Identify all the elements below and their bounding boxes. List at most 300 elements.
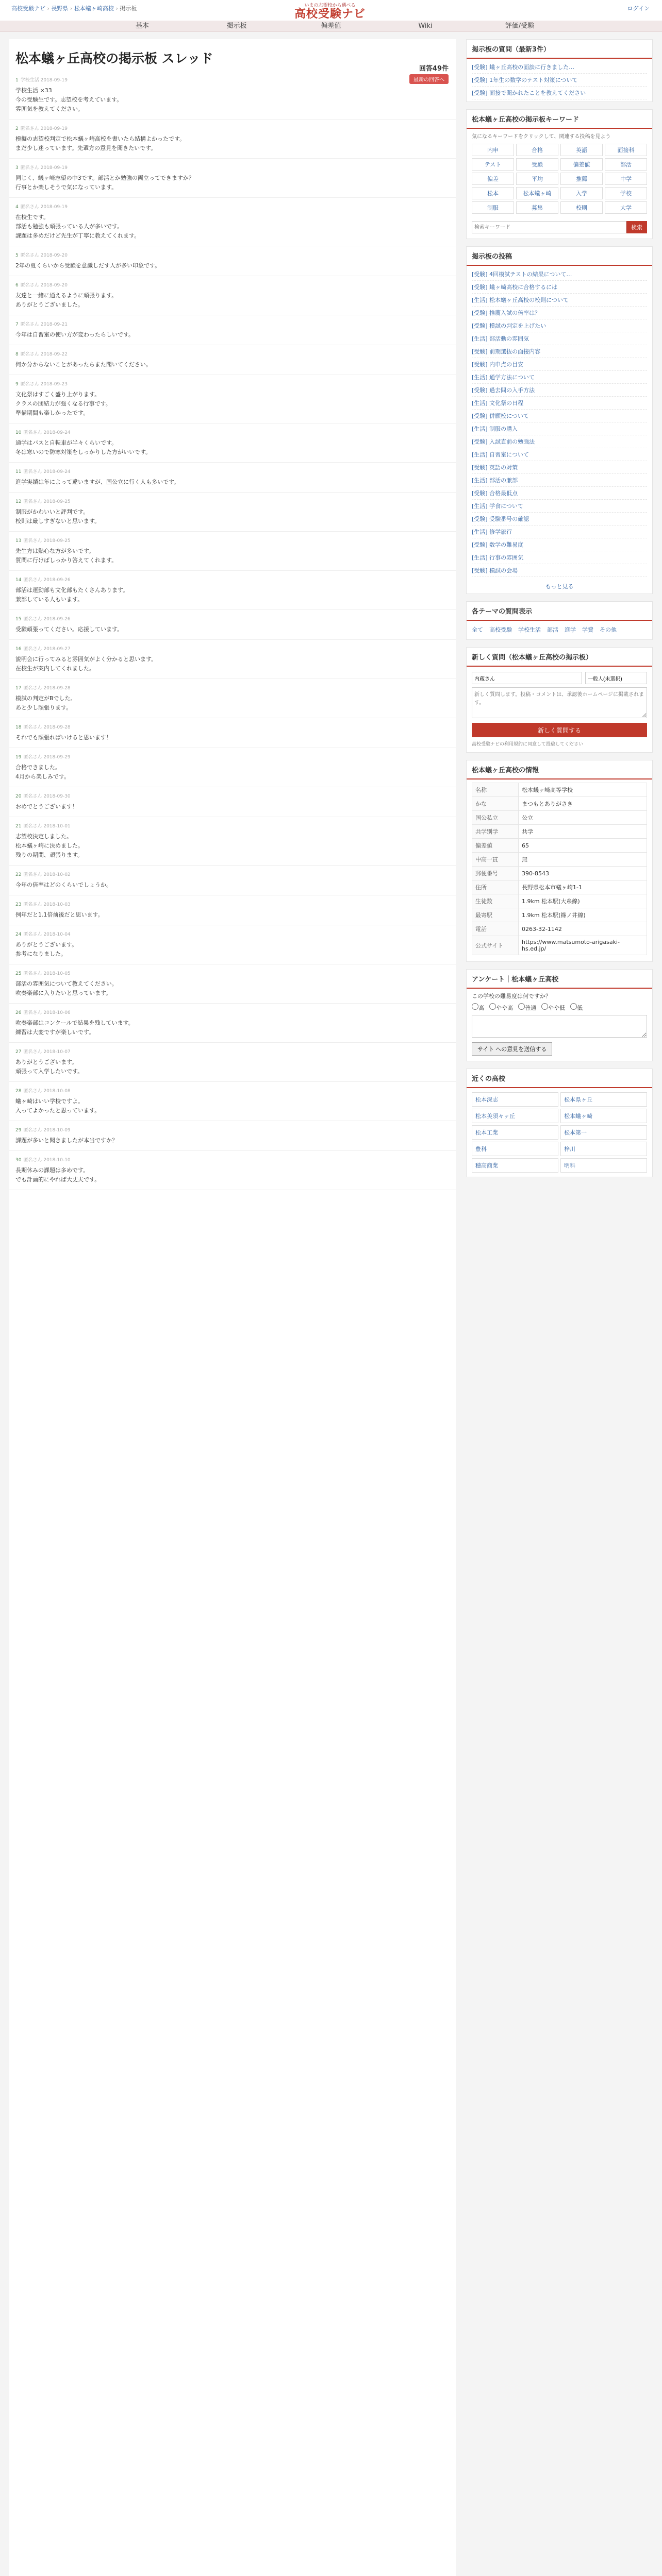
post-author: 匿名さん	[20, 205, 39, 210]
post-list	[9, 71, 456, 1190]
post-meta	[15, 576, 450, 583]
nearby-box	[466, 1069, 653, 1177]
post-number: 9	[15, 382, 19, 387]
keyword-chip[interactable]: 入学	[560, 187, 603, 199]
thread-list-title: 掲示板の投稿	[467, 247, 652, 266]
post-number: 26	[15, 1010, 22, 1015]
post-date: 2018-09-27	[43, 647, 71, 652]
info-value: まつもとありがさき	[519, 797, 647, 811]
page-title: 松本蟻ヶ丘高校の掲示板 スレッド	[15, 51, 213, 66]
thread-link[interactable]: [受験] 英語の対策	[472, 461, 647, 474]
survey-option[interactable]	[489, 1003, 513, 1012]
post-body: 文化祭はすごく盛り上がります。 クラスの団結力が強くなる行事です。 準備期間も楽しかったです。	[15, 391, 111, 416]
keyword-chip[interactable]: 内申	[472, 144, 514, 156]
post-number: 15	[15, 617, 22, 622]
post-body: 模擬の志望校判定で松本蟻ヶ崎高校を書いたら結構よかったです。 まだ少し迷っています。先輩方の意見を聞きたいです。	[15, 135, 186, 151]
breadcrumb-item: 掲示板	[120, 5, 137, 12]
thread-link[interactable]: [受験] 併願校について	[472, 410, 647, 422]
info-label: 偏差値	[472, 839, 519, 853]
post-author: 匿名さん	[23, 824, 42, 829]
post-body: ありがとうございます。 参考になりました。	[15, 941, 78, 957]
info-label: 名称	[472, 783, 519, 797]
post-author: 匿名さん	[20, 382, 39, 387]
post-meta	[15, 1048, 450, 1055]
survey-radio[interactable]	[489, 1003, 496, 1010]
post-body: 同じく、蟻ヶ崎志望の中3です。部活とか勉強の両立ってできますか？ 行事とか楽しそうで気になっています。	[15, 175, 194, 191]
post-item	[9, 787, 456, 817]
info-label: 最寄駅	[472, 908, 519, 922]
post-date: 2018-10-05	[43, 971, 71, 976]
post-item	[9, 71, 456, 120]
post-date: 2018-09-26	[43, 617, 71, 622]
post-number: 28	[15, 1089, 22, 1094]
post-number: 3	[15, 165, 19, 171]
site-header	[0, 0, 662, 21]
thread-main	[9, 39, 456, 2576]
post-author: 匿名さん	[23, 686, 42, 691]
survey-option-label: 普通	[525, 1005, 536, 1011]
post-meta	[15, 1087, 450, 1094]
post-author: 匿名さん	[23, 1049, 42, 1055]
post-item	[9, 246, 456, 276]
keyword-chip[interactable]: 部活	[605, 158, 647, 171]
nearby-school-link[interactable]: 松本深志	[472, 1092, 558, 1107]
post-number: 4	[15, 205, 19, 210]
post-author: 匿名さん	[23, 538, 42, 544]
post-meta	[15, 203, 450, 210]
thread-link[interactable]: [生活] 部活動の雰囲気	[472, 332, 647, 345]
post-meta	[15, 1156, 450, 1163]
post-date: 2018-09-24	[43, 430, 71, 435]
keyword-chip[interactable]: 受験	[516, 158, 558, 171]
post-number: 25	[15, 971, 22, 976]
keyword-search-button[interactable]: 検索	[626, 221, 647, 233]
info-label: 電話	[472, 922, 519, 936]
keyword-chip[interactable]: 平均	[516, 173, 558, 185]
survey-submit-button[interactable]: サイト への意見を送信する	[472, 1042, 552, 1056]
news-item[interactable]: [受験] 面接で聞かれたことを教えてください	[472, 87, 647, 99]
survey-comment[interactable]	[472, 1015, 647, 1038]
post-item	[9, 895, 456, 925]
post-number: 16	[15, 647, 22, 652]
keyword-chip[interactable]: 松本	[472, 187, 514, 199]
tag-link[interactable]: 部活	[547, 626, 558, 633]
question-form-box	[466, 647, 653, 753]
keyword-title: 松本蟻ヶ丘高校の掲示板キーワード	[467, 110, 652, 129]
thread-link[interactable]: [生活] 部活の兼部	[472, 474, 647, 487]
post-date: 2018-10-06	[43, 1010, 71, 1015]
post-item	[9, 423, 456, 463]
info-value: 65	[519, 839, 647, 853]
post-date: 2018-09-28	[43, 725, 71, 730]
post-number: 21	[15, 824, 22, 829]
nearby-school-link[interactable]: 松本第一	[560, 1125, 647, 1140]
type-select[interactable]	[585, 672, 647, 684]
post-item	[9, 345, 456, 375]
question-form-title: 新しく質問（松本蟻ヶ丘高校の掲示板）	[467, 648, 652, 667]
post-meta	[15, 468, 450, 474]
login-link[interactable]: ログイン	[627, 5, 650, 12]
breadcrumb-item[interactable]: 高校受験ナビ	[11, 5, 45, 12]
post-author: 匿名さん	[23, 902, 42, 907]
post-meta	[15, 76, 450, 83]
school-info-box	[466, 760, 653, 962]
keyword-chip[interactable]: 学校	[605, 187, 647, 199]
info-row	[472, 825, 647, 839]
keyword-chip[interactable]: 中学	[605, 173, 647, 185]
main-nav	[0, 21, 662, 32]
post-author: 匿名さん	[23, 794, 42, 799]
info-value[interactable]: https://www.matsumoto-arigasaki-hs.ed.jp/	[519, 936, 647, 955]
info-row	[472, 894, 647, 908]
post-body: 在校生です。 部活も勉強も頑張っている人が多いです。 課題は多めだけど先生が丁寧に教えてくれます。	[15, 214, 140, 239]
thread-link[interactable]: [受験] 推薦入試の倍率は？	[472, 307, 647, 319]
thread-link[interactable]: [生活] 通学方法について	[472, 371, 647, 384]
keyword-chip[interactable]: 制服	[472, 201, 514, 214]
info-label: 住所	[472, 880, 519, 894]
survey-option[interactable]	[518, 1003, 536, 1012]
post-body: 先生方は熱心な方が多いです。 質問に行けばしっかり答えてくれます。	[15, 548, 118, 564]
post-number: 1	[15, 78, 19, 83]
survey-question: この学校の難易度は何ですか？	[472, 993, 551, 999]
post-body: 吹奏楽部はコンクールで結果を残しています。 練習は大変ですが楽しいです。	[15, 1020, 134, 1036]
post-meta	[15, 537, 450, 544]
post-item	[9, 1004, 456, 1043]
keyword-chip[interactable]: 合格	[516, 144, 558, 156]
post-item	[9, 679, 456, 718]
post-author: 匿名さん	[23, 971, 42, 976]
post-meta	[15, 901, 450, 907]
keyword-chip[interactable]: テスト	[472, 158, 514, 171]
post-author: 学校生活	[20, 78, 39, 83]
post-author: 匿名さん	[23, 430, 42, 435]
post-body: 模試の判定がBでした。 あと少し頑張ります。	[15, 695, 76, 711]
post-meta	[15, 1009, 450, 1015]
post-number: 6	[15, 283, 19, 288]
info-row	[472, 936, 647, 955]
info-row	[472, 853, 647, 867]
post-body: 今年は自習室の使い方が変わったらしいです。	[15, 331, 135, 338]
keyword-chip[interactable]: 偏差値	[560, 158, 603, 171]
post-body: 部活の雰囲気について教えてください。 吹奏楽部に入りたいと思っています。	[15, 980, 118, 996]
post-author: 匿名さん	[23, 872, 42, 877]
post-item	[9, 571, 456, 610]
nav-review[interactable]: 評価/受験	[505, 22, 535, 30]
keyword-chip[interactable]: 英語	[560, 144, 603, 156]
post-meta	[15, 498, 450, 504]
keyword-chip[interactable]: 募集	[516, 201, 558, 214]
survey-option[interactable]	[541, 1003, 565, 1012]
post-date: 2018-10-01	[43, 824, 71, 829]
keyword-chip[interactable]: 校則	[560, 201, 603, 214]
post-date: 2018-09-19	[40, 78, 68, 83]
post-body: 制服がかわいいと評判です。 校則は厳しすぎないと思います。	[15, 509, 101, 524]
post-number: 27	[15, 1049, 22, 1055]
breadcrumb: 高校受験ナビ › 長野県 › 松本蟻ヶ崎高校 › 掲示板	[11, 5, 137, 12]
info-label: 共学別学	[472, 825, 519, 839]
post-date: 2018-09-19	[40, 165, 68, 171]
info-value: 松本蟻ヶ崎高等学校	[519, 783, 647, 797]
nav-hensachi[interactable]: 偏差値	[321, 22, 341, 30]
post-item	[9, 159, 456, 198]
keyword-grid	[467, 140, 652, 218]
nav-basic[interactable]: 基本	[135, 22, 149, 30]
news-item[interactable]: [受験] 蟻ヶ丘高校の面談に行きました…	[472, 61, 647, 74]
post-number: 12	[15, 499, 22, 504]
post-body: 蟻ヶ崎はいい学校ですよ。 入ってよかったと思っています。	[15, 1098, 101, 1114]
logo-text: 高校受験ナビ	[294, 8, 366, 21]
post-item	[9, 120, 456, 159]
post-date: 2018-09-28	[43, 686, 71, 691]
survey-radio[interactable]	[518, 1003, 525, 1010]
survey-options	[467, 1000, 652, 1015]
news-title: 掲示板の質問（最新3件）	[467, 40, 652, 59]
post-body: 進学実績は年によって違いますが、国公立に行く人も多いです。	[15, 479, 180, 485]
tag-link[interactable]: 進学	[565, 626, 576, 633]
post-author: 匿名さん	[20, 283, 39, 288]
post-meta	[15, 970, 450, 976]
post-meta	[15, 753, 450, 760]
info-label: 中高一貫	[472, 853, 519, 867]
info-row	[472, 839, 647, 853]
info-row	[472, 867, 647, 880]
answer-count	[409, 63, 449, 84]
post-number: 29	[15, 1128, 22, 1133]
post-number: 8	[15, 352, 19, 357]
thread-link[interactable]: [生活] 松本蟻ヶ丘高校の校則について	[472, 294, 647, 307]
thread-link[interactable]: [受験] 模試の会場	[472, 564, 647, 577]
keyword-search	[467, 218, 652, 239]
info-value: 390-8543	[519, 867, 647, 880]
form-note: 高校受験ナビの利用規約に同意して投稿してください	[472, 742, 584, 747]
thread-link[interactable]: [受験] 前期選抜の面接内容	[472, 345, 647, 358]
nearby-school-link[interactable]: 梓川	[560, 1142, 647, 1156]
nav-wiki[interactable]: Wiki	[418, 22, 433, 30]
post-number: 23	[15, 902, 22, 907]
info-label: 郵便番号	[472, 867, 519, 880]
nearby-title: 近くの高校	[467, 1069, 652, 1088]
tag-list	[467, 621, 652, 639]
post-author: 匿名さん	[23, 1128, 42, 1133]
submit-question-button[interactable]: 新しく質問する	[472, 723, 647, 737]
thread-link[interactable]: [生活] 修学旅行	[472, 526, 647, 538]
breadcrumb-item[interactable]: 松本蟻ヶ崎高校	[74, 5, 114, 12]
post-item	[9, 866, 456, 895]
post-number: 7	[15, 322, 19, 327]
info-row	[472, 908, 647, 922]
info-value: 共学	[519, 825, 647, 839]
thread-link[interactable]: [生活] 学食について	[472, 500, 647, 513]
tag-link[interactable]: 全て	[472, 626, 483, 633]
thread-link[interactable]: [受験] 数学の難易度	[472, 538, 647, 551]
post-body: 友達と一緒に通えるように頑張ります。 ありがとうございました。	[15, 292, 118, 308]
post-item	[9, 1121, 456, 1151]
keyword-chip[interactable]: 偏差	[472, 173, 514, 185]
post-number: 24	[15, 932, 22, 937]
sidebar	[466, 39, 653, 1184]
post-author: 匿名さん	[23, 1010, 42, 1015]
post-author: 匿名さん	[20, 322, 39, 327]
post-body: 2年の夏くらいから受験を意識しだす人が多い印象です。	[15, 262, 161, 269]
post-number: 17	[15, 686, 22, 691]
survey-radio[interactable]	[541, 1003, 548, 1010]
post-body: 例年だと1.1倍前後だと思います。	[15, 911, 104, 918]
post-date: 2018-09-25	[43, 538, 71, 544]
thread-link[interactable]: [受験] 内申点の目安	[472, 358, 647, 371]
tag-link[interactable]: 学費	[582, 626, 593, 633]
post-author: 匿名さん	[20, 253, 39, 258]
nearby-school-link[interactable]: 松本美須々ヶ丘	[472, 1109, 558, 1123]
post-body: 何か分からないことがあったらまた聞いてください。	[15, 361, 152, 368]
post-meta	[15, 429, 450, 435]
post-number: 5	[15, 253, 19, 258]
post-body: 部活は運動部も文化部もたくさんあります。 兼部している人もいます。	[15, 587, 129, 603]
thread-link[interactable]: [生活] 制服の購入	[472, 422, 647, 435]
info-row	[472, 922, 647, 936]
post-meta	[15, 645, 450, 652]
post-date: 2018-10-10	[43, 1158, 71, 1163]
logo-tagline: いまの志望校から選べる	[304, 3, 356, 8]
post-author: 匿名さん	[23, 499, 42, 504]
post-date: 2018-09-30	[43, 794, 71, 799]
question-textarea[interactable]	[472, 687, 647, 718]
answer-count-text: 回答49件	[419, 65, 449, 73]
keyword-chip[interactable]: 面接科	[605, 144, 647, 156]
latest-answer-button[interactable]: 最新の回答へ	[409, 74, 449, 84]
post-body: 通学はバスと自転車が半々くらいです。 冬は寒いので防寒対策をしっかりした方がいいです。	[15, 439, 152, 455]
tag-link[interactable]: 高校受験	[489, 626, 512, 633]
post-meta	[15, 320, 450, 327]
survey-option-label: 高	[478, 1005, 484, 1011]
post-body: 志望校決定しました。 松本蟻ヶ崎に決めました。 残りの期間、頑張ります。	[15, 833, 84, 858]
post-author: 匿名さん	[23, 469, 42, 474]
post-body: ありがとうございます。 頑張って入学したいです。	[15, 1059, 84, 1075]
info-label: かな	[472, 797, 519, 811]
survey-option-label: やや高	[496, 1005, 513, 1011]
post-item	[9, 817, 456, 866]
info-value: 1.9km 松本駅(大糸線)	[519, 894, 647, 908]
thread-more-link[interactable]: もっと見る	[545, 583, 574, 590]
info-row	[472, 783, 647, 797]
post-number: 20	[15, 794, 22, 799]
thread-link[interactable]: [受験] 入試直前の勉強法	[472, 435, 647, 448]
post-author: 匿名さん	[23, 1158, 42, 1163]
post-author: 匿名さん	[23, 647, 42, 652]
post-number: 18	[15, 725, 22, 730]
nearby-grid	[467, 1088, 652, 1177]
name-input[interactable]	[472, 672, 582, 684]
keyword-box	[466, 109, 653, 239]
post-date: 2018-10-09	[43, 1128, 71, 1133]
post-number: 11	[15, 469, 22, 474]
school-info-table	[472, 783, 647, 955]
post-item	[9, 610, 456, 640]
survey-radio[interactable]	[570, 1003, 577, 1010]
thread-list	[467, 266, 652, 579]
survey-option[interactable]	[472, 1003, 484, 1012]
nearby-school-link[interactable]: 穂高商業	[472, 1158, 558, 1173]
site-logo[interactable]	[278, 2, 382, 21]
nearby-school-link[interactable]: 松本県ヶ丘	[560, 1092, 647, 1107]
nearby-school-link[interactable]: 明科	[560, 1158, 647, 1173]
post-item	[9, 493, 456, 532]
post-author: 匿名さん	[23, 1089, 42, 1094]
news-item[interactable]: [受験] 1年生の数学のテスト対策について	[472, 74, 647, 87]
keyword-chip[interactable]: 松本蟻ヶ崎	[516, 187, 558, 199]
post-meta	[15, 251, 450, 258]
survey-title: アンケート｜松本蟻ヶ丘高校	[467, 970, 652, 989]
post-body: おめでとうございます！	[15, 803, 78, 810]
post-date: 2018-09-22	[40, 352, 68, 357]
breadcrumb-item[interactable]: 長野県	[51, 5, 69, 12]
post-date: 2018-09-21	[40, 322, 68, 327]
post-date: 2018-10-08	[43, 1089, 71, 1094]
survey-radio[interactable]	[472, 1003, 478, 1010]
thread-link[interactable]: [生活] 行事の雰囲気	[472, 551, 647, 564]
post-item	[9, 925, 456, 964]
post-number: 30	[15, 1158, 22, 1163]
nearby-school-link[interactable]: 松本蟻ヶ崎	[560, 1109, 647, 1123]
post-item	[9, 532, 456, 571]
nav-board[interactable]: 掲示板	[226, 22, 247, 30]
post-date: 2018-09-29	[43, 755, 71, 760]
tag-link[interactable]: その他	[600, 626, 617, 633]
tag-link[interactable]: 学校生活	[518, 626, 541, 633]
post-meta	[15, 871, 450, 877]
info-label: 生徒数	[472, 894, 519, 908]
survey-option[interactable]	[570, 1003, 583, 1012]
keyword-chip[interactable]: 推薦	[560, 173, 603, 185]
post-item	[9, 1043, 456, 1082]
info-row	[472, 880, 647, 894]
info-value: 無	[519, 853, 647, 867]
post-item	[9, 463, 456, 493]
thread-link[interactable]: [受験] 合格最低点	[472, 487, 647, 500]
survey-box	[466, 969, 653, 1061]
post-item	[9, 1151, 456, 1190]
thread-link[interactable]: [生活] 自習室について	[472, 448, 647, 461]
post-item	[9, 375, 456, 423]
post-body: 課題が多いと聞きましたが本当ですか？	[15, 1137, 118, 1144]
keyword-search-input[interactable]	[472, 221, 626, 233]
post-number: 2	[15, 126, 19, 131]
post-date: 2018-10-02	[43, 872, 71, 877]
post-number: 14	[15, 578, 22, 583]
thread-link[interactable]: [受験] 受験番号の確認	[472, 513, 647, 526]
thread-link[interactable]: [受験] 模試の判定を上げたい	[472, 319, 647, 332]
thread-link[interactable]: [受験] 4回模試テストの結果について…	[472, 268, 647, 281]
thread-list-box	[466, 246, 653, 594]
post-meta	[15, 380, 450, 387]
nearby-school-link[interactable]: 松本工業	[472, 1125, 558, 1140]
tag-box	[466, 601, 653, 640]
post-meta	[15, 930, 450, 937]
nearby-school-link[interactable]: 豊科	[472, 1142, 558, 1156]
thread-link[interactable]: [生活] 文化祭の日程	[472, 397, 647, 410]
post-body: 受験頑張ってください。応援しています。	[15, 626, 123, 633]
post-item	[9, 748, 456, 787]
post-item	[9, 718, 456, 748]
thread-link[interactable]: [受験] 過去問の入手方法	[472, 384, 647, 397]
post-author: 匿名さん	[23, 578, 42, 583]
post-author: 匿名さん	[20, 165, 39, 171]
post-number: 22	[15, 872, 22, 877]
thread-link[interactable]: [受験] 蟻ヶ崎高校に合格するには	[472, 281, 647, 294]
keyword-chip[interactable]: 大学	[605, 201, 647, 214]
post-date: 2018-09-24	[43, 469, 71, 474]
post-date: 2018-09-25	[43, 499, 71, 504]
info-label: 公式サイト	[472, 936, 519, 955]
